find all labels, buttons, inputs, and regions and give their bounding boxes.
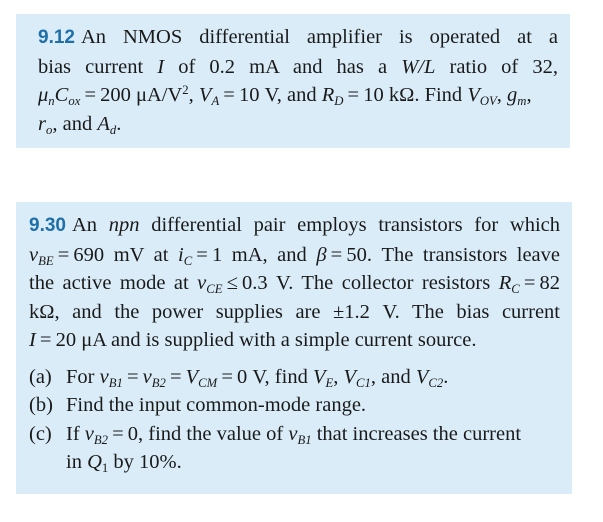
part-label: (c)	[29, 422, 52, 445]
problem-number: 9.12	[38, 27, 75, 48]
part-c	[29, 420, 560, 449]
problem-parts	[29, 363, 560, 477]
part-c-continuation: in $Q_1$ by 10%.	[66, 451, 182, 475]
problem-line: I = 20 μA and is supplied with a simple current source.	[29, 329, 477, 351]
part-a	[29, 363, 560, 392]
part-text: Find the input common-mode range.	[66, 394, 367, 416]
part-text: For $v_{B1} = v_{B2} = V_{CM} = 0$ V, find $V_E$, $V_{C1}$, and $V_{C2}$.	[66, 365, 449, 390]
part-label: (b)	[29, 394, 53, 416]
problem-9-30-box	[16, 202, 572, 494]
problem-9-12-text	[38, 23, 558, 138]
problem-9-12-box	[16, 14, 570, 148]
problem-number: 9.30	[29, 215, 66, 236]
problem-line: the active mode at $v_{CE} \le 0.3$ V. The collector resistors $R_C = 82$	[29, 272, 560, 296]
problem-line: kΩ, and the power supplies are ±1.2 V. The bias current	[29, 300, 560, 323]
problem-line: $r_o$, and $A_d$.	[38, 112, 122, 137]
problem-line: 9.12 An NMOS differential amplifier is operated at a	[38, 26, 558, 48]
problem-line: bias current I of 0.2 mA and has a W/L ratio of 32,	[38, 55, 558, 78]
problem-9-30-text	[29, 211, 560, 355]
problem-line: 9.30 An npn differential pair employs transistors for which	[29, 214, 560, 236]
problem-line: $\mu_nC_{ox} = 200$ $\mu A/V^2$, $V_A = 10$ V, and $R_D = 10$ kΩ. Find $V_{OV}$, $g_m$,	[38, 83, 532, 108]
problem-line: $v_{BE} = 690$ mV at $i_C = 1$ mA, and β = 50. The transistors leave	[29, 243, 560, 268]
part-b	[29, 391, 560, 420]
part-text: If $v_{B2} = 0$, find the value of $v_{B1}$ that increases the current	[66, 422, 522, 447]
part-label: (a)	[29, 365, 52, 388]
